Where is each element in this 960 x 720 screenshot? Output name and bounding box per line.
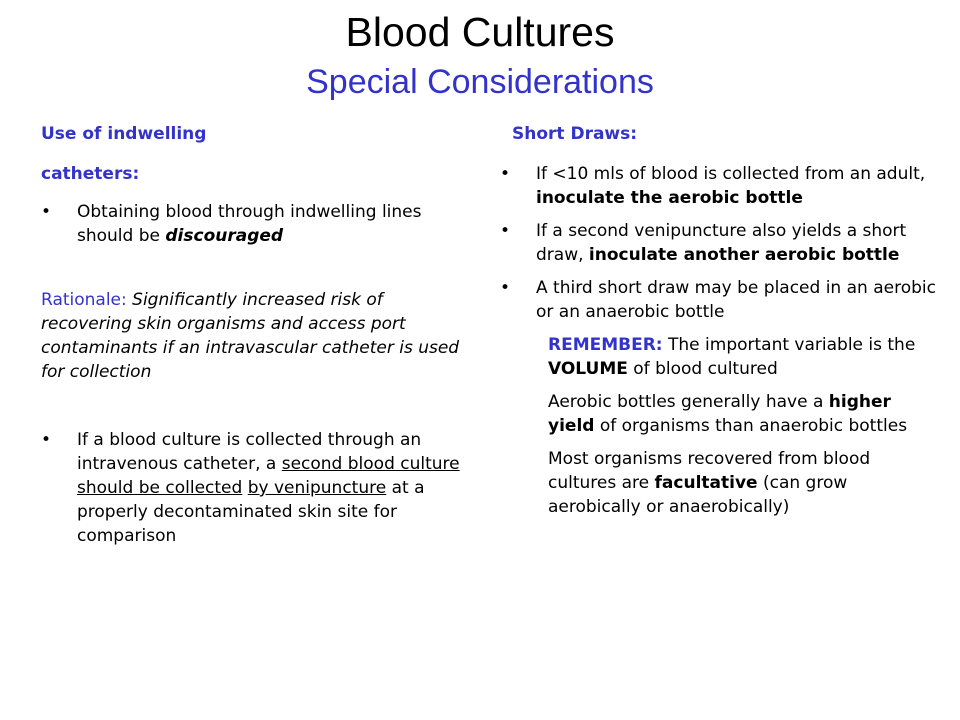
left-column xyxy=(41,122,461,548)
bullet-third-short-draw xyxy=(500,276,940,324)
remember-note xyxy=(500,333,940,381)
bullet-text: A third short draw may be placed in an aerobic or an anaerobic bottle xyxy=(536,278,936,322)
remember-text1: The important variable is the xyxy=(662,335,916,355)
bullet-bold: inoculate another aerobic bottle xyxy=(588,245,900,265)
bullet-intravenous-catheter xyxy=(41,428,461,548)
bullet-icon: • xyxy=(41,202,52,222)
aerobic-yield-note xyxy=(500,390,940,438)
bullet-indwelling-lines xyxy=(41,200,461,248)
bullet-underline-2: by venipuncture xyxy=(247,478,387,498)
aerobic-text2: of organisms than anaerobic bottles xyxy=(594,416,908,436)
rationale-label: Rationale: xyxy=(41,290,127,310)
aerobic-text1: Aerobic bottles generally have a xyxy=(548,392,829,412)
bullet-second-venipuncture xyxy=(500,219,940,267)
bullet-text: Obtaining blood through indwelling lines should be xyxy=(77,202,422,246)
aerobic-bold: higher yield xyxy=(548,392,891,436)
rationale-paragraph xyxy=(41,288,461,384)
bullet-emphasis: discouraged xyxy=(165,226,284,246)
facultative-note xyxy=(500,447,940,519)
left-heading-line1: Use of indwelling xyxy=(41,124,207,144)
left-heading-line2: catheters: xyxy=(41,164,140,184)
bullet-text-part2: at a properly decontaminated skin site for comparison xyxy=(77,478,425,546)
remember-bold: VOLUME xyxy=(548,359,628,379)
right-column xyxy=(500,122,940,519)
bullet-icon: • xyxy=(41,430,52,450)
bullet-text-part1: If a blood culture is collected through an intravenous catheter, a xyxy=(77,430,422,474)
slide-subtitle: Special Considerations xyxy=(306,63,654,101)
bullet-icon: • xyxy=(500,278,511,298)
bullet-icon: • xyxy=(500,164,511,184)
right-heading: Short Draws: xyxy=(512,124,638,144)
rationale-text: Significantly increased risk of recovering skin organisms and access port contaminants if an intravascular catheter is used for collection xyxy=(41,290,460,382)
remember-text2: of blood cultured xyxy=(627,359,778,379)
organisms-bold: facultative xyxy=(654,473,758,493)
bullet-short-draw-adult xyxy=(500,162,940,210)
bullet-bold: inoculate the aerobic bottle xyxy=(536,188,803,208)
remember-label: REMEMBER: xyxy=(548,335,663,355)
bullet-underline-1: second blood culture should be collected xyxy=(77,454,460,498)
bullet-icon: • xyxy=(500,221,511,241)
organisms-text2: (can grow aerobically or anaerobically) xyxy=(548,473,848,517)
slide-title: Blood Cultures xyxy=(345,9,615,55)
organisms-text1: Most organisms recovered from blood cultures are xyxy=(548,449,871,493)
bullet-text: If <10 mls of blood is collected from an adult, xyxy=(536,164,926,184)
bullet-text: If a second venipuncture also yields a short draw, xyxy=(536,221,907,265)
